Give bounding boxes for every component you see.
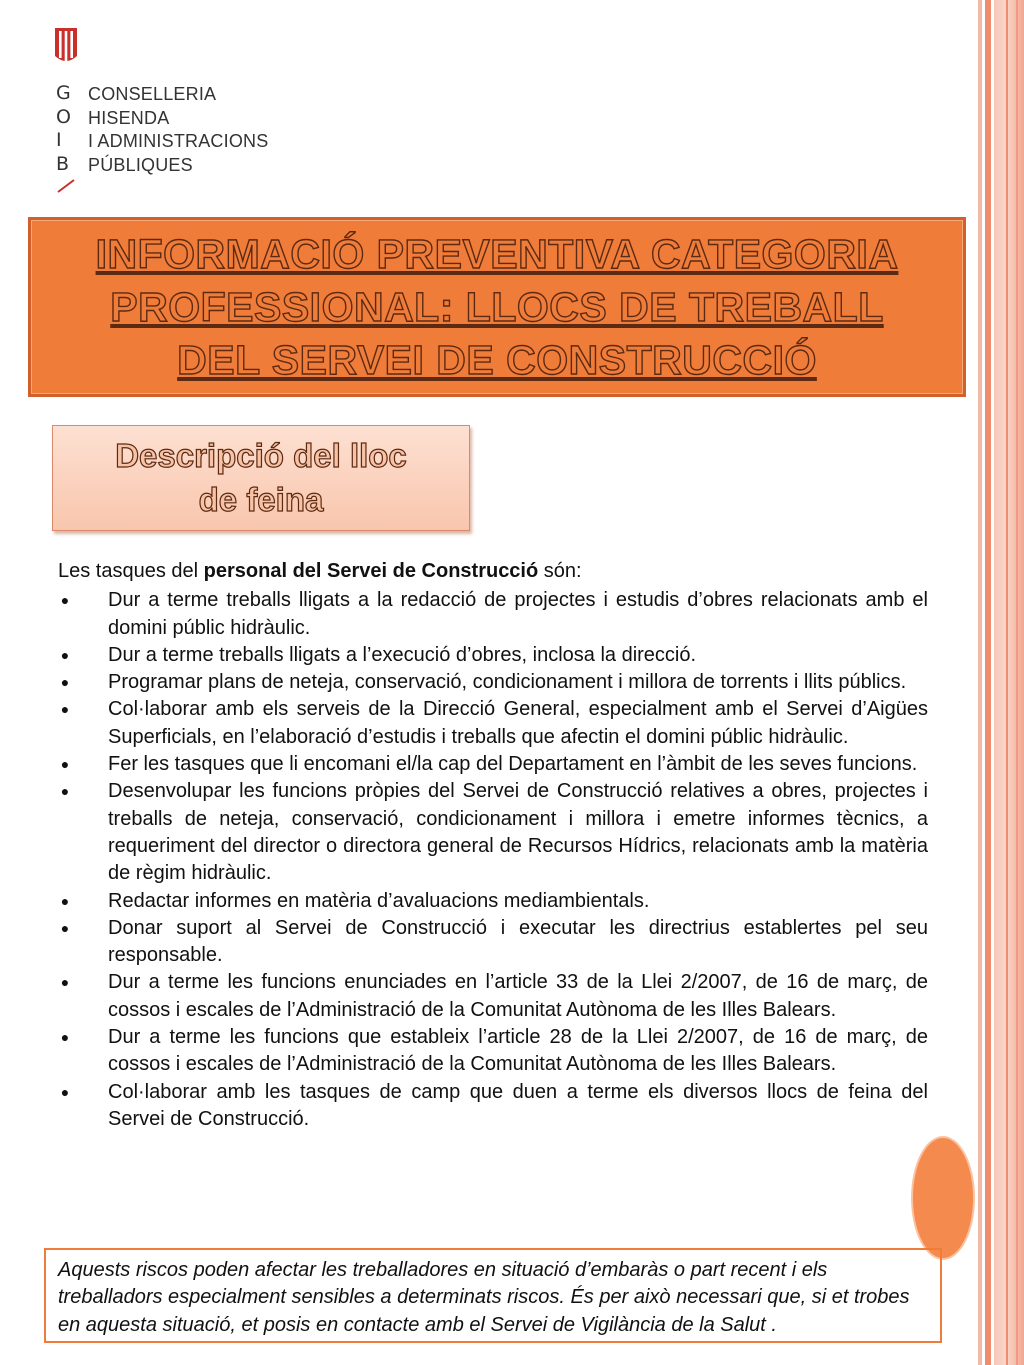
list-item <box>58 696 928 751</box>
bullet-icon: ● <box>60 1083 70 1100</box>
task-text: Dur a terme treballs lligats a l’execució d’obres, inclosa la direcció. <box>108 643 697 666</box>
notice-text: Aquests riscos poden afectar les treballadores en situació d’embaràs o part recent i els treballadors especialment sensibles a determinats riscos. És per això necessari que, si et trobes en aquesta situació, et posis en contacte amb el Servei de Vigilància de la Salut . <box>58 1259 910 1336</box>
list-item <box>58 888 928 915</box>
bullet-icon: ● <box>60 892 70 909</box>
goib-letter: O <box>56 105 71 128</box>
list-item <box>58 1079 928 1134</box>
list-item <box>58 778 928 887</box>
list-item <box>58 969 928 1024</box>
intro-text <box>58 558 928 585</box>
intro-prefix: Les tasques del <box>58 560 204 582</box>
list-item <box>58 751 928 778</box>
bullet-icon: ● <box>60 674 70 691</box>
goib-letter: G <box>56 82 71 104</box>
task-list <box>58 587 928 1133</box>
list-item <box>58 915 928 970</box>
department-line: CONSELLERIA <box>88 84 217 104</box>
intro-suffix: són: <box>538 560 582 582</box>
border-stripe <box>994 0 1024 1365</box>
task-text: Col·laborar amb les tasques de camp que duen a terme els diversos llocs de feina del Servei de Construcció. <box>108 1080 928 1130</box>
title-line: PROFESSIONAL: LLOCS DE TREBALL <box>110 283 884 330</box>
department-line: PÚBLIQUES <box>88 154 193 175</box>
title-banner <box>28 217 966 397</box>
goib-letters <box>56 82 76 176</box>
bullet-icon: ● <box>60 646 70 663</box>
list-item <box>58 642 928 669</box>
list-item <box>58 1024 928 1079</box>
bullet-icon: ● <box>60 1029 70 1046</box>
page-title <box>47 228 947 387</box>
section-heading-line: Descripció del lloc <box>115 437 407 474</box>
section-heading-line: de feina <box>198 481 324 518</box>
intro-bold: personal del Servei de Construcció <box>203 560 539 582</box>
department-name <box>88 83 268 177</box>
task-text: Dur a terme les funcions que estableix l’article 28 de la Llei 2/2007, de 16 de març, de cossos i escales de l’Administració de la Comunitat Autònoma de les Illes Balears. <box>108 1026 928 1076</box>
section-heading-box <box>52 425 470 531</box>
list-item <box>58 587 928 642</box>
department-line: HISENDA <box>88 107 170 128</box>
coat-of-arms-icon <box>53 26 79 66</box>
slash-icon <box>56 176 76 196</box>
task-text: Fer les tasques que li encomani el/la cap del Departament en l’àmbit de les seves funcions. <box>108 753 918 776</box>
task-text: Redactar informes en matèria d’avaluacions mediambientals. <box>108 889 650 912</box>
border-stripe <box>1016 0 1018 1365</box>
goib-letter: B <box>56 152 70 175</box>
task-content <box>58 558 928 1133</box>
title-line: DEL SERVEI DE CONSTRUCCIÓ <box>177 336 817 383</box>
decorative-circle <box>911 1136 975 1260</box>
border-stripe <box>978 0 982 1365</box>
border-stripe <box>985 0 991 1365</box>
task-text: Col·laborar amb els serveis de la Direcció General, especialment amb el Servei d’Aigües Superficials, en l’elaboració d’estudis i treballs que afectin el domini públic hidràulic. <box>108 698 928 748</box>
task-text: Programar plans de neteja, conservació, condicionament i millora de torrents i llits públics. <box>108 671 907 694</box>
section-heading <box>115 434 407 522</box>
title-line: INFORMACIÓ PREVENTIVA CATEGORIA <box>95 230 899 277</box>
bullet-icon: ● <box>60 974 70 991</box>
task-text: Donar suport al Servei de Construcció i executar les directrius establertes pel seu responsable. <box>108 916 928 967</box>
bullet-icon: ● <box>60 756 70 773</box>
bullet-icon: ● <box>60 701 70 718</box>
task-text: Desenvolupar les funcions pròpies del Servei de Construcció relatives a obres, projectes i treballs de neteja, conservació, condicionament i millora i emetre informes tècnics, a requeriment del director o directora general de Recursos Hídrics, relacionats amb la matèria de règim hidràulic. <box>108 780 928 885</box>
task-text: Dur a terme les funcions enunciades en l’article 33 de la Llei 2/2007, de 16 de març, de cossos i escales de l’Administració de la Comunitat Autònoma de les Illes Balears. <box>108 971 928 1021</box>
task-text: Dur a terme treballs lligats a la redacció de projectes i estudis d’obres relacionats amb el domini públic hidràulic. <box>108 589 928 639</box>
bullet-icon: ● <box>60 783 70 800</box>
goib-letter: I <box>56 129 62 151</box>
bullet-icon: ● <box>60 919 70 936</box>
border-stripe <box>1006 0 1008 1365</box>
bullet-icon: ● <box>60 592 70 609</box>
department-line: I ADMINISTRACIONS <box>88 131 269 151</box>
list-item <box>58 669 928 696</box>
